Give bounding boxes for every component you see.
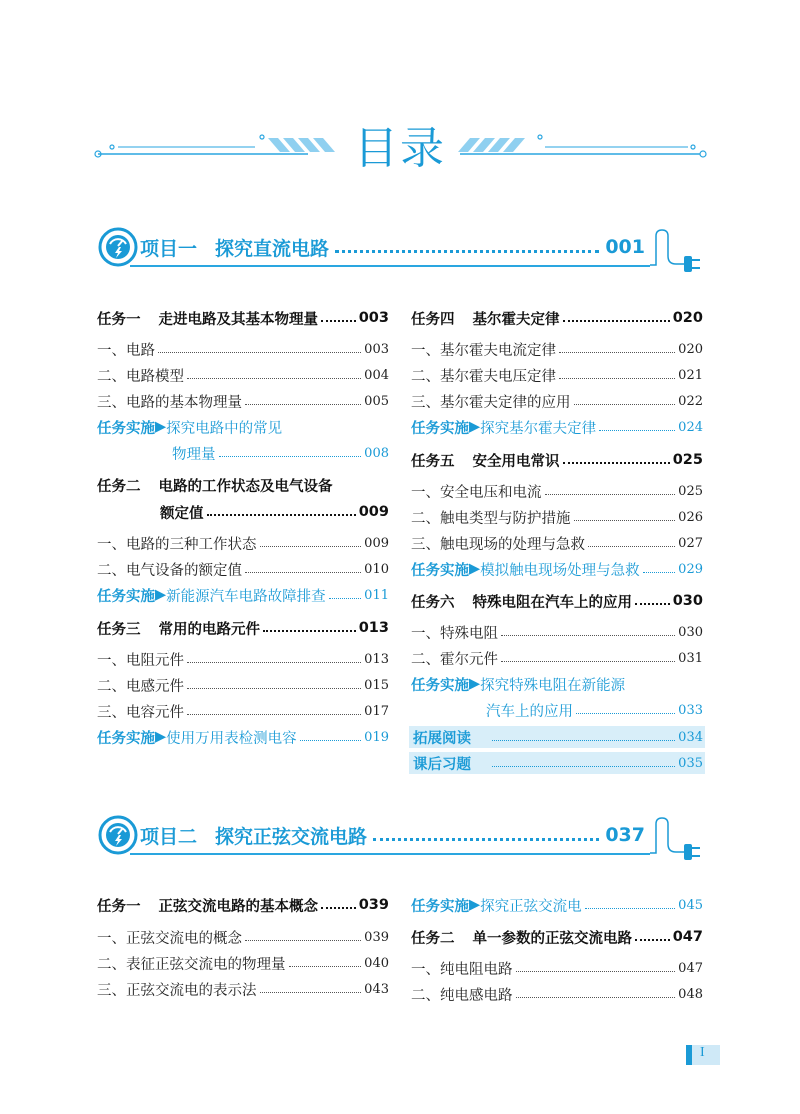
footer-accent-bar [686, 1045, 692, 1065]
item-text: 二、表征正弦交流电的物理量 [97, 956, 286, 973]
leader-dots [585, 908, 676, 909]
item-text: 一、基尔霍夫电流定律 [411, 342, 556, 359]
leader-dots [335, 250, 599, 253]
leader-dots [373, 838, 599, 841]
leader-dots [574, 404, 676, 405]
task-label: 任务四 [411, 311, 455, 328]
task-implementation[interactable] [97, 726, 389, 748]
page-number: 037 [605, 824, 645, 846]
task-implementation[interactable] [411, 894, 703, 916]
arrow-icon: ▶ [469, 897, 481, 913]
toc-item[interactable] [97, 700, 389, 722]
leader-dots [207, 514, 356, 516]
leader-dots [245, 940, 361, 941]
leader-dots [492, 740, 675, 741]
item-text: 一、正弦交流电的概念 [97, 930, 242, 947]
plug-icon [640, 228, 710, 288]
task-name: 电路的工作状态及电气设备 [158, 478, 333, 495]
leader-dots [260, 992, 362, 993]
leader-dots [501, 635, 675, 636]
toc-item[interactable] [411, 621, 703, 643]
impl-label: 任务实施 [97, 420, 155, 437]
task-name: 单一参数的正弦交流电路 [472, 930, 632, 947]
task-name: 常用的电路元件 [158, 621, 260, 638]
page-number: 047 [678, 960, 703, 976]
leader-dots [219, 456, 362, 457]
item-text: 三、正弦交流电的表示法 [97, 982, 257, 999]
leader-dots [588, 546, 675, 547]
toc-item[interactable] [97, 390, 389, 412]
item-text: 一、特殊电阻 [411, 625, 498, 642]
section-label: 拓展阅读 [413, 730, 471, 747]
page-number: 003 [358, 310, 389, 326]
page-number: 029 [678, 561, 703, 577]
header-underline [130, 853, 650, 855]
task-name: 走进电路及其基本物理量 [158, 311, 318, 328]
toc-item[interactable] [411, 647, 703, 669]
toc-item[interactable] [97, 674, 389, 696]
page-number: 031 [678, 650, 703, 666]
project-label: 项目二 [140, 825, 198, 848]
toc-item[interactable] [97, 532, 389, 554]
leader-dots [300, 740, 362, 741]
toc-item[interactable] [411, 957, 703, 979]
item-text: 物理量 [172, 446, 216, 463]
item-text: 探究正弦交流电 [480, 898, 582, 915]
task-implementation-cont[interactable] [486, 699, 703, 721]
header-underline [130, 265, 650, 267]
toc-item[interactable] [411, 983, 703, 1005]
task-implementation-cont[interactable] [172, 442, 389, 464]
leader-dots [263, 630, 356, 632]
toc-item[interactable] [97, 926, 389, 948]
toc-item[interactable] [411, 480, 703, 502]
toc-item[interactable] [97, 978, 389, 1000]
page-number: 040 [364, 955, 389, 971]
item-text: 一、安全电压和电流 [411, 484, 542, 501]
page-number: 009 [358, 504, 389, 520]
page-number: 013 [358, 620, 389, 636]
leader-dots [563, 462, 670, 464]
toc-item[interactable] [411, 364, 703, 386]
leader-dots [187, 378, 361, 379]
page-number: 047 [672, 929, 703, 945]
item-text: 二、电感元件 [97, 678, 184, 695]
page-number: 033 [678, 702, 703, 718]
page-number: 015 [364, 677, 389, 693]
leader-dots [545, 494, 676, 495]
item-text: 三、电路的基本物理量 [97, 394, 242, 411]
page-number: 020 [678, 341, 703, 357]
page-number: 030 [672, 593, 703, 609]
item-text: 二、电气设备的额定值 [97, 562, 242, 579]
page-number: 039 [364, 929, 389, 945]
task-label: 任务三 [97, 621, 141, 638]
leader-dots [574, 520, 676, 521]
page-number: I [700, 1045, 705, 1060]
page-number: 017 [364, 703, 389, 719]
leader-dots [329, 598, 362, 599]
task-entry-cont[interactable] [160, 501, 389, 523]
task-entry[interactable] [97, 617, 389, 639]
item-text: 一、电阻元件 [97, 652, 184, 669]
task-implementation[interactable] [411, 673, 703, 695]
leader-dots [635, 939, 670, 941]
task-implementation[interactable] [411, 558, 703, 580]
leader-dots [187, 688, 361, 689]
task-label: 任务一 [97, 311, 141, 328]
item-text: 一、电路的三种工作状态 [97, 536, 257, 553]
leader-dots [289, 966, 362, 967]
page-number: 025 [672, 452, 703, 468]
leader-dots [187, 662, 361, 663]
item-text: 二、触电类型与防护措施 [411, 510, 571, 527]
page-number: 026 [678, 509, 703, 525]
item-text: 二、电路模型 [97, 368, 184, 385]
project-1-header[interactable] [140, 232, 645, 262]
toc-item[interactable] [411, 532, 703, 554]
item-text: 一、电路 [97, 342, 155, 359]
task-entry[interactable] [97, 307, 389, 329]
page-number: 027 [678, 535, 703, 551]
section-label: 课后习题 [413, 756, 471, 773]
page-number: 025 [678, 483, 703, 499]
task-entry[interactable] [97, 894, 389, 916]
task-label: 任务二 [411, 930, 455, 947]
leader-dots [635, 603, 670, 605]
page-number: 022 [678, 393, 703, 409]
leader-dots [260, 546, 362, 547]
page-number: 009 [364, 535, 389, 551]
leader-dots [559, 352, 675, 353]
toc-item[interactable] [97, 952, 389, 974]
page-number: 035 [678, 755, 703, 771]
leader-dots [501, 661, 675, 662]
leader-dots [516, 997, 676, 998]
page-number: 019 [364, 729, 389, 745]
impl-label: 任务实施 [97, 730, 155, 747]
toc-item[interactable] [411, 390, 703, 412]
item-text: 三、触电现场的处理与急救 [411, 536, 585, 553]
impl-label: 任务实施 [411, 677, 469, 694]
task-label: 任务六 [411, 594, 455, 611]
leader-dots [576, 713, 675, 714]
item-text: 探究特殊电阻在新能源 [480, 677, 626, 694]
task-entry[interactable] [411, 926, 703, 948]
page-number: 024 [678, 419, 703, 435]
page-number: 010 [364, 561, 389, 577]
exercises-entry[interactable] [409, 752, 705, 774]
task-name: 正弦交流电路的基本概念 [158, 898, 318, 915]
project-badge-icon [98, 815, 138, 855]
item-text: 使用万用表检测电容 [166, 730, 297, 747]
page-title: 目录 [354, 123, 446, 174]
arrow-icon: ▶ [155, 729, 167, 745]
impl-label: 任务实施 [411, 898, 469, 915]
impl-label: 任务实施 [411, 562, 469, 579]
task-name: 特殊电阻在汽车上的应用 [472, 594, 632, 611]
page-number: 048 [678, 986, 703, 1002]
item-text: 新能源汽车电路故障排查 [166, 588, 326, 605]
leader-dots [643, 572, 676, 573]
item-text: 二、纯电感电路 [411, 987, 513, 1004]
leader-dots [321, 320, 356, 322]
item-text: 三、电容元件 [97, 704, 184, 721]
footer-page-number [686, 1045, 720, 1065]
page-number: 004 [364, 367, 389, 383]
project-name: 探究直流电路 [215, 237, 330, 260]
arrow-icon: ▶ [155, 587, 167, 603]
plug-icon [640, 816, 710, 876]
task-label: 任务二 [97, 478, 141, 495]
leader-dots [599, 430, 675, 431]
arrow-icon: ▶ [155, 419, 167, 435]
arrow-icon: ▶ [469, 561, 481, 577]
leader-dots [187, 714, 361, 715]
arrow-icon: ▶ [469, 676, 481, 692]
leader-dots [516, 971, 676, 972]
item-text: 二、基尔霍夫电压定律 [411, 368, 556, 385]
item-text: 探究电路中的常见 [166, 420, 283, 437]
page-number: 034 [678, 729, 703, 745]
project-badge-icon [98, 227, 138, 267]
page-number: 005 [364, 393, 389, 409]
task-entry[interactable] [411, 590, 703, 612]
page-number: 001 [605, 236, 645, 258]
arrow-icon: ▶ [469, 419, 481, 435]
page-number: 045 [678, 897, 703, 913]
page-number: 011 [364, 587, 389, 603]
toc-item[interactable] [411, 338, 703, 360]
task-label: 任务一 [97, 898, 141, 915]
leader-dots [563, 320, 670, 322]
page-number: 020 [672, 310, 703, 326]
page-number: 003 [364, 341, 389, 357]
task-entry[interactable] [411, 449, 703, 471]
task-implementation[interactable] [411, 416, 703, 438]
item-text: 三、基尔霍夫定律的应用 [411, 394, 571, 411]
leader-dots [321, 907, 356, 909]
page-number: 039 [358, 897, 389, 913]
item-text: 探究基尔霍夫定律 [480, 420, 597, 437]
page-number: 008 [364, 445, 389, 461]
task-implementation[interactable] [97, 416, 389, 438]
item-text: 模拟触电现场处理与急救 [480, 562, 640, 579]
leader-dots [245, 572, 361, 573]
toc-item[interactable] [411, 506, 703, 528]
extended-reading-entry[interactable] [409, 726, 705, 748]
impl-label: 任务实施 [411, 420, 469, 437]
task-label: 任务五 [411, 453, 455, 470]
task-name: 额定值 [160, 505, 204, 522]
project-name: 探究正弦交流电路 [215, 825, 368, 848]
page-number: 043 [364, 981, 389, 997]
task-name: 基尔霍夫定律 [472, 311, 560, 328]
leader-dots [158, 352, 361, 353]
project-2-header[interactable] [140, 820, 645, 850]
item-text: 一、纯电阻电路 [411, 961, 513, 978]
impl-label: 任务实施 [97, 588, 155, 605]
task-entry[interactable] [97, 474, 389, 496]
page-number: 013 [364, 651, 389, 667]
toc-item[interactable] [97, 338, 389, 360]
project-label: 项目一 [140, 237, 198, 260]
toc-item[interactable] [97, 364, 389, 386]
task-entry[interactable] [411, 307, 703, 329]
item-text: 二、霍尔元件 [411, 651, 498, 668]
leader-dots [245, 404, 361, 405]
page-number: 021 [678, 367, 703, 383]
task-name: 安全用电常识 [472, 453, 560, 470]
leader-dots [559, 378, 675, 379]
page-number: 030 [678, 624, 703, 640]
task-implementation[interactable] [97, 584, 389, 606]
leader-dots [492, 766, 675, 767]
toc-item[interactable] [97, 648, 389, 670]
toc-item[interactable] [97, 558, 389, 580]
item-text: 汽车上的应用 [486, 703, 573, 720]
